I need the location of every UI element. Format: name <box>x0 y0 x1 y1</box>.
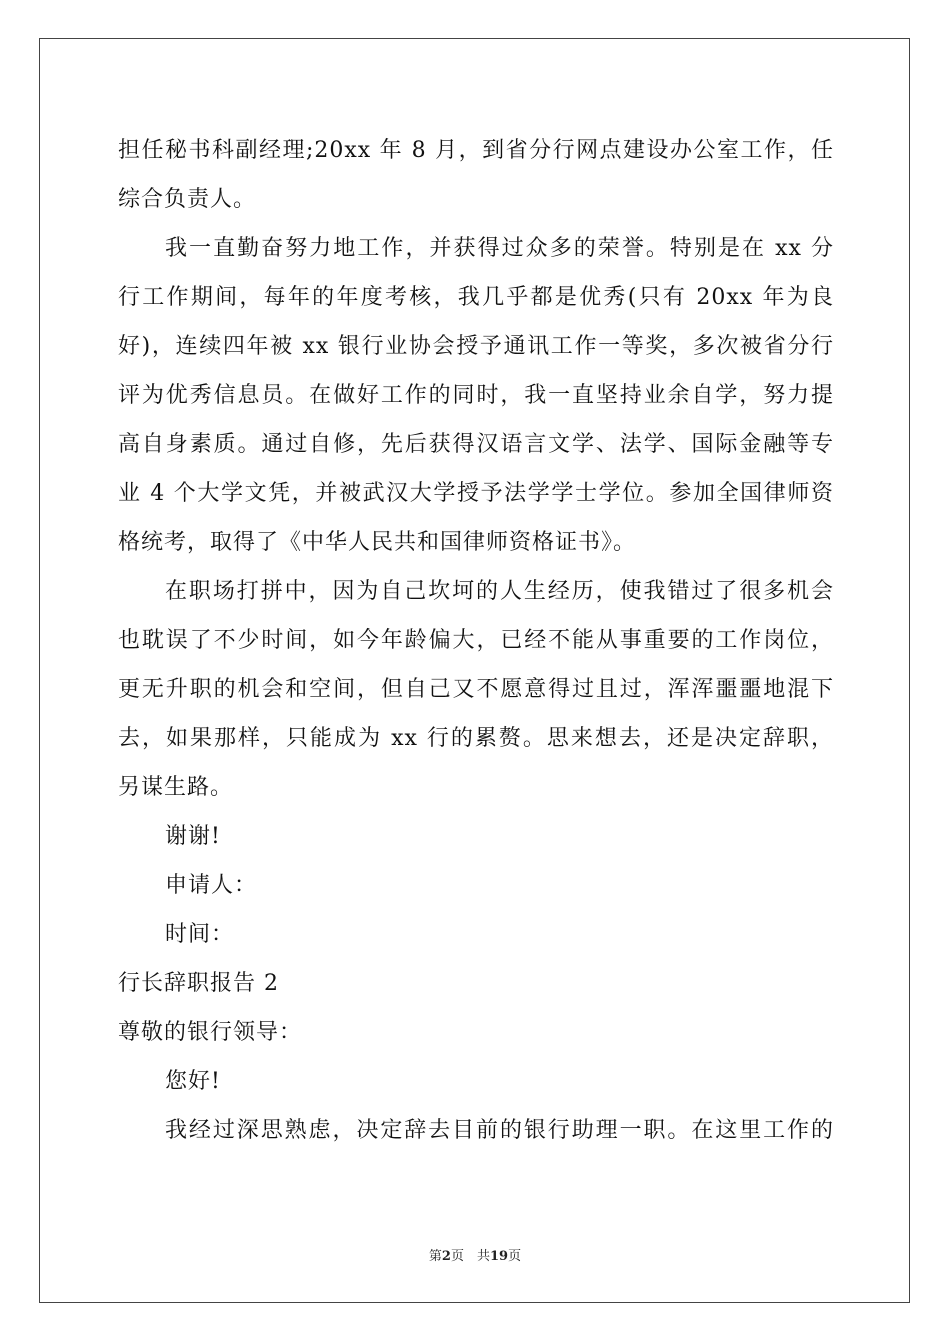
page-current: 2 <box>441 1249 451 1264</box>
paragraph-line: 我经过深思熟虑，决定辞去目前的银行助理一职。在这里工作的 <box>165 1118 834 1143</box>
paragraph-line: 去，如果那样，只能成为 xx 行的累赘。思来想去，还是决定辞职， <box>118 726 834 751</box>
salutation: 尊敬的银行领导： <box>118 1020 303 1045</box>
page-mid: 页 共 <box>450 1249 490 1264</box>
page-prefix: 第 <box>428 1249 442 1264</box>
paragraph-line: 评为优秀信息员。在做好工作的同时，我一直坚持业余自学，努力提 <box>118 383 834 408</box>
paragraph-line: 另谋生路。 <box>118 775 234 800</box>
applicant-label: 申请人： <box>165 873 258 898</box>
section-title: 行长辞职报告 2 <box>118 971 279 996</box>
paragraph-line: 也耽误了不少时间，如今年龄偏大，已经不能从事重要的工作岗位， <box>118 628 834 653</box>
paragraph-line: 业 4 个大学文凭，并被武汉大学授予法学学士学位。参加全国律师资 <box>118 481 834 506</box>
paragraph-line: 高自身素质。通过自修，先后获得汉语言文学、法学、国际金融等专 <box>118 432 834 457</box>
paragraph-line: 格统考，取得了《中华人民共和国律师资格证书》。 <box>118 530 637 555</box>
paragraph-line: 行工作期间，每年的年度考核，我几乎都是优秀(只有 20xx 年为良 <box>118 285 834 310</box>
paragraph-line: 综合负责人。 <box>118 187 257 212</box>
closing-thanks: 谢谢! <box>165 824 221 849</box>
paragraph-line: 担任秘书科副经理;20xx 年 8 月，到省分行网点建设办公室工作，任 <box>118 138 834 163</box>
greeting: 您好! <box>165 1069 221 1094</box>
paragraph-line: 好)，连续四年被 xx 银行业协会授予通讯工作一等奖，多次被省分行 <box>118 334 834 359</box>
date-label: 时间： <box>165 922 235 947</box>
page-suffix: 页 <box>508 1249 522 1264</box>
paragraph-line: 更无升职的机会和空间，但自己又不愿意得过且过，浑浑噩噩地混下 <box>118 677 834 702</box>
paragraph-line: 在职场打拼中，因为自己坎坷的人生经历，使我错过了很多机会 <box>165 579 834 604</box>
page-footer <box>0 1245 950 1264</box>
page-total: 19 <box>489 1249 509 1264</box>
paragraph-line: 我一直勤奋努力地工作，并获得过众多的荣誉。特别是在 xx 分 <box>165 236 834 261</box>
document-body <box>118 126 834 1155</box>
